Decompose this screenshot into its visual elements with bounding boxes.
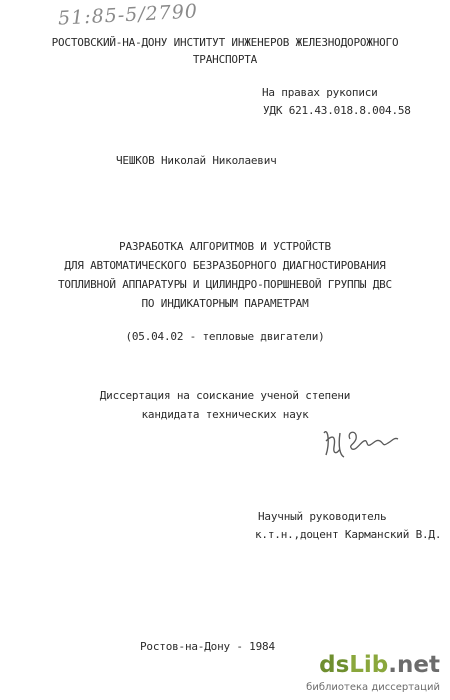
udk-code: УДК 621.43.018.8.004.58 — [263, 104, 411, 117]
title-line-3: ТОПЛИВНОЙ АППАРАТУРЫ И ЦИЛИНДРО-ПОРШНЕВОЙ ГРУППЫ ДВС — [58, 278, 392, 291]
dslib-subtitle: библиотека диссертаций — [306, 682, 440, 693]
rights-note: На правах рукописи — [262, 86, 378, 99]
dslib-logo: dsLib.net — [319, 652, 440, 678]
city-year: Ростов-на-Дону - 1984 — [140, 640, 275, 653]
supervisor-name: к.т.н.,доцент Карманский В.Д. — [255, 528, 442, 541]
dslib-watermark — [302, 652, 442, 696]
dissertation-line-1: Диссертация на соискание ученой степени — [99, 389, 351, 402]
institute-name: РОСТОВСКИЙ-НА-ДОНУ ИНСТИТУТ ИНЖЕНЕРОВ ЖЕЛЕЗНОДОРОЖНОГО — [51, 36, 399, 49]
author-name: ЧЕШКОВ Николай Николаевич — [116, 154, 277, 167]
supervisor-label: Научный руководитель — [258, 510, 387, 523]
archive-mark: 51:85-5/2790 — [57, 0, 199, 30]
author-signature — [318, 413, 404, 461]
title-line-2: ДЛЯ АВТОМАТИЧЕСКОГО БЕЗРАЗБОРНОГО ДИАГНОСТИРОВАНИЯ — [64, 259, 386, 272]
dissertation-line-2: кандидата технических наук — [141, 408, 309, 421]
title-line-4: ПО ИНДИКАТОРНЫМ ПАРАМЕТРАМ — [141, 297, 309, 310]
specialty: (05.04.02 - тепловые двигатели) — [125, 330, 325, 343]
institute-name-cont: ТРАНСПОРТА — [192, 53, 258, 66]
title-line-1: РАЗРАБОТКА АЛГОРИТМОВ И УСТРОЙСТВ — [119, 240, 331, 253]
